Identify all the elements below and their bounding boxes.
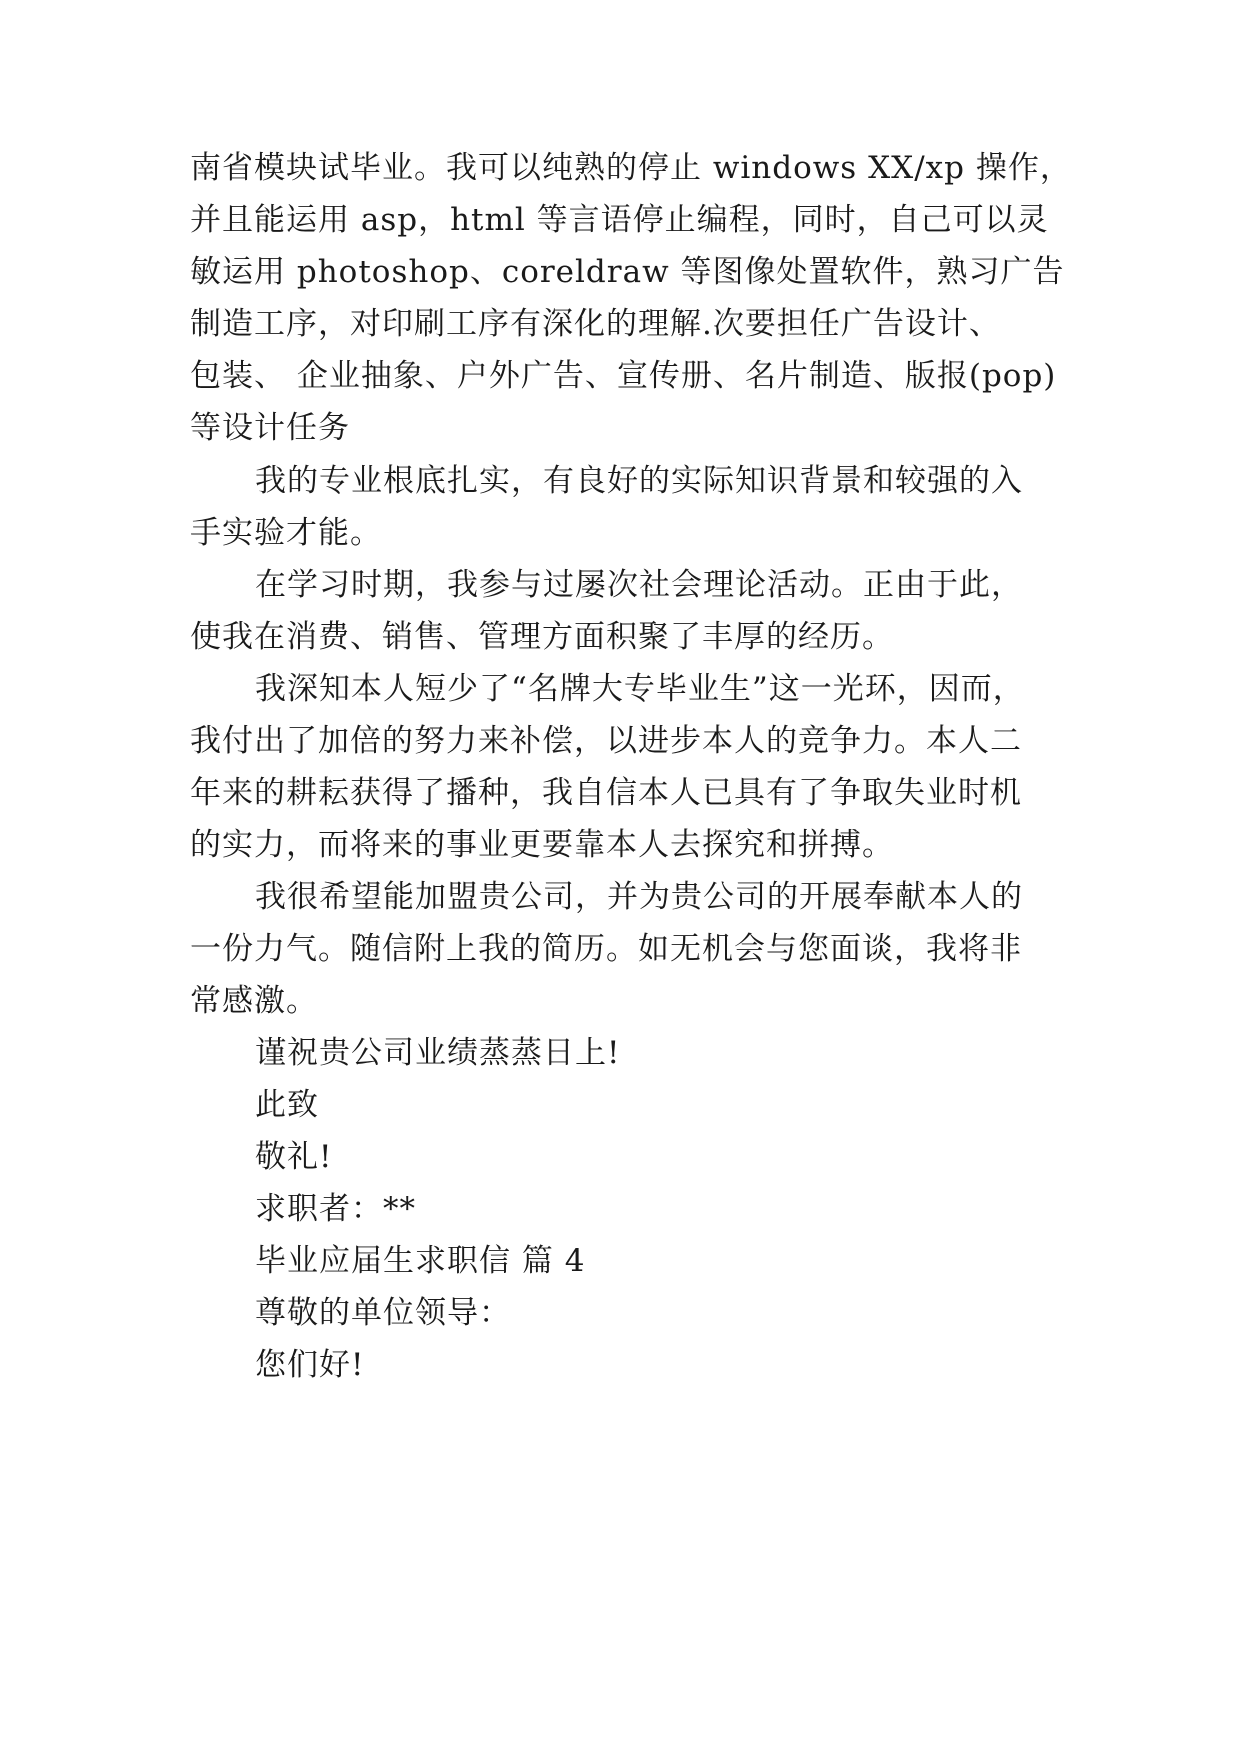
paragraph-1-line-3: 敏运用 photoshop、coreldraw 等图像处置软件，熟习广告 xyxy=(190,254,1065,290)
closing-line-1: 此致 xyxy=(255,1087,319,1123)
paragraph-5-line-1: 我很希望能加盟贵公司，并为贵公司的开展奉献本人的 xyxy=(255,879,1023,915)
paragraph-1-line-6: 等设计任务 xyxy=(190,410,350,446)
next-letter-salutation: 尊敬的单位领导： xyxy=(255,1295,511,1331)
paragraph-1-line-5: 包装、 企业抽象、户外广告、宣传册、名片制造、版报(pop) xyxy=(190,358,1057,394)
next-letter-title: 毕业应届生求职信 篇 4 xyxy=(255,1243,586,1279)
paragraph-4-line-3: 年来的耕耘获得了播种，我自信本人已具有了争取失业时机 xyxy=(190,775,1022,811)
paragraph-5-line-3: 常感激。 xyxy=(190,983,318,1019)
paragraph-4-line-1: 我深知本人短少了“名牌大专毕业生”这一光环，因而， xyxy=(255,671,1025,707)
wish-line: 谨祝贵公司业绩蒸蒸日上! xyxy=(255,1035,621,1071)
paragraph-5-line-2: 一份力气。随信附上我的简历。如无机会与您面谈，我将非 xyxy=(190,931,1022,967)
paragraph-1-line-4: 制造工序，对印刷工序有深化的理解.次要担任广告设计、 xyxy=(190,306,1001,342)
paragraph-1-line-2: 并且能运用 asp，html 等言语停止编程，同时，自己可以灵 xyxy=(190,202,1049,238)
closing-line-2: 敬礼! xyxy=(255,1139,333,1175)
paragraph-1-line-1: 南省模块试毕业。我可以纯熟的停止 windows XX/xp 操作， xyxy=(190,150,1072,186)
paragraph-4-line-2: 我付出了加倍的努力来补偿，以进步本人的竞争力。本人二 xyxy=(190,723,1022,759)
paragraph-4-line-4: 的实力，而将来的事业更要靠本人去探究和拼搏。 xyxy=(190,827,894,863)
paragraph-2-line-1: 我的专业根底扎实，有良好的实际知识背景和较强的入 xyxy=(255,463,1023,499)
signature-line: 求职者：** xyxy=(255,1191,416,1227)
paragraph-3-line-1: 在学习时期，我参与过屡次社会理论活动。正由于此， xyxy=(255,567,1023,603)
next-letter-greeting: 您们好! xyxy=(255,1347,365,1383)
paragraph-3-line-2: 使我在消费、销售、管理方面积聚了丰厚的经历。 xyxy=(190,619,894,655)
paragraph-2-line-2: 手实验才能。 xyxy=(190,515,382,551)
